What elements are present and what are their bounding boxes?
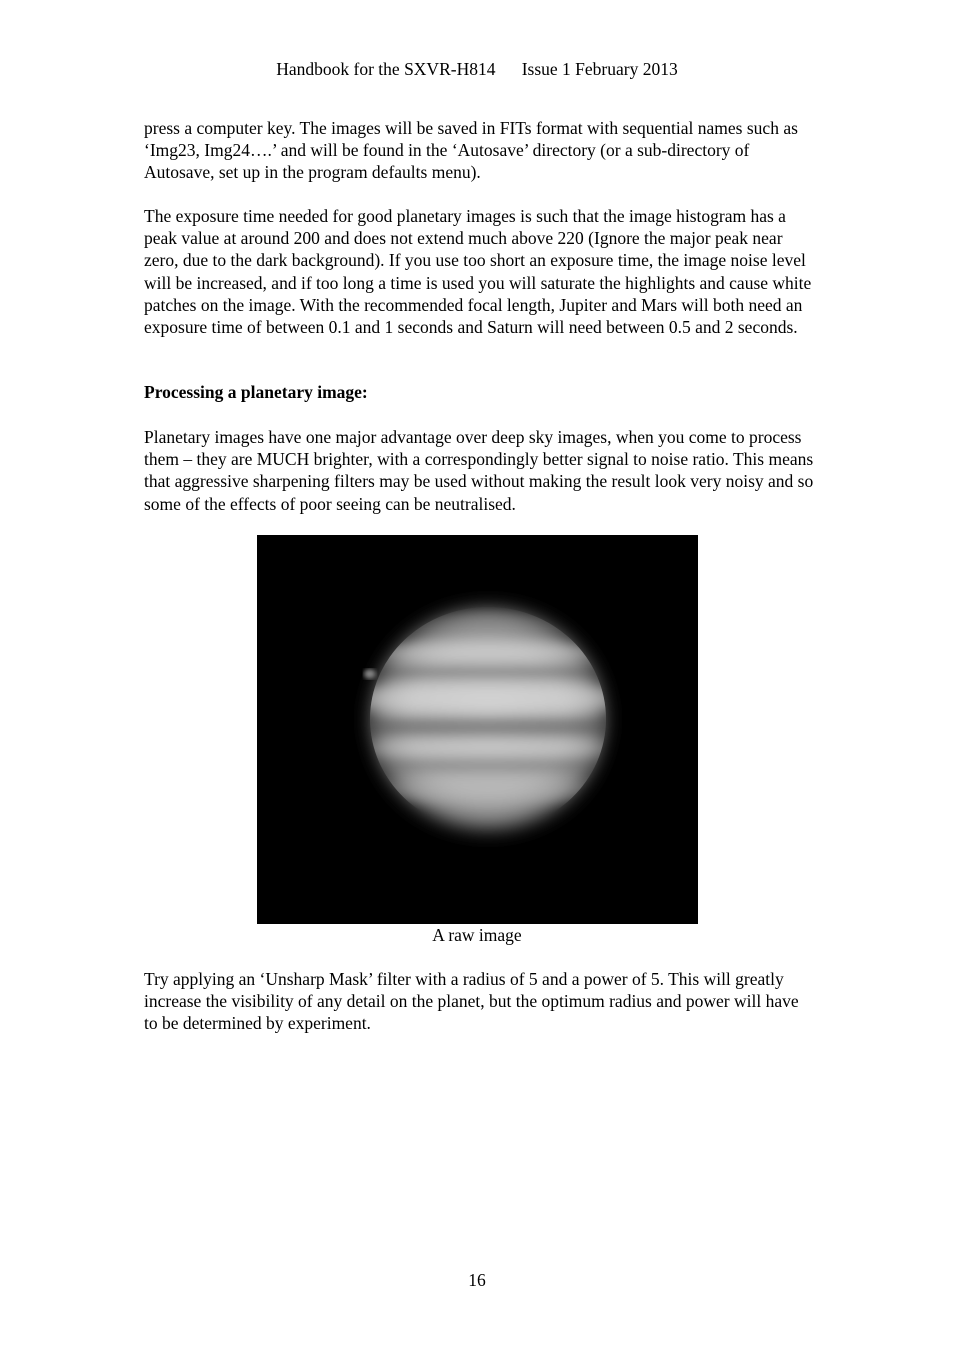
jupiter-photo xyxy=(257,535,698,924)
paragraph-planetary-advantage: Planetary images have one major advantage over deep sky images, when you come to process them – they are MUCH brighter, with a correspondingly better signal to noise ratio. This means that aggressive sharpening filters may be used without making the result look very noisy and so some of the effects of poor seeing can be neutralised. xyxy=(144,427,814,514)
paragraph-exposure-time: The exposure time needed for good planetary images is such that the image histogram has a peak value at around 200 and does not extend much above 220 (Ignore the major peak near zero, due to the dark background). If you use too short an exposure time, the image noise level will be increased, and if too long a time is used you will saturate the highlights and cause white patches on the image. With the recommended focal length, Jupiter and Mars will both need an exposure time of between 0.1 and 1 seconds and Saturn will need between 0.5 and 2 seconds. xyxy=(144,206,812,338)
page-number: 16 xyxy=(468,1270,486,1290)
figure-caption: A raw image xyxy=(432,925,522,945)
moon-dot xyxy=(364,669,376,679)
page-header: Handbook for the SXVR-H814 Issue 1 February 2013 xyxy=(276,59,678,79)
raw-jupiter-image xyxy=(257,535,698,924)
paragraph-unsharp-mask: Try applying an ‘Unsharp Mask’ filter with a radius of 5 and a power of 5. This will greatly increase the visibility of any detail on the planet, but the optimum radius and power will have to be determined by experiment. xyxy=(144,969,799,1034)
paragraph-autosave: press a computer key. The images will be saved in FITs format with sequential names such as ‘Img23, Img24….’ and will be found in the ‘Autosave’ directory (or a sub-directory of Autosave, set up in the program defaults menu). xyxy=(144,118,798,183)
section-heading: Processing a planetary image: xyxy=(144,382,368,402)
